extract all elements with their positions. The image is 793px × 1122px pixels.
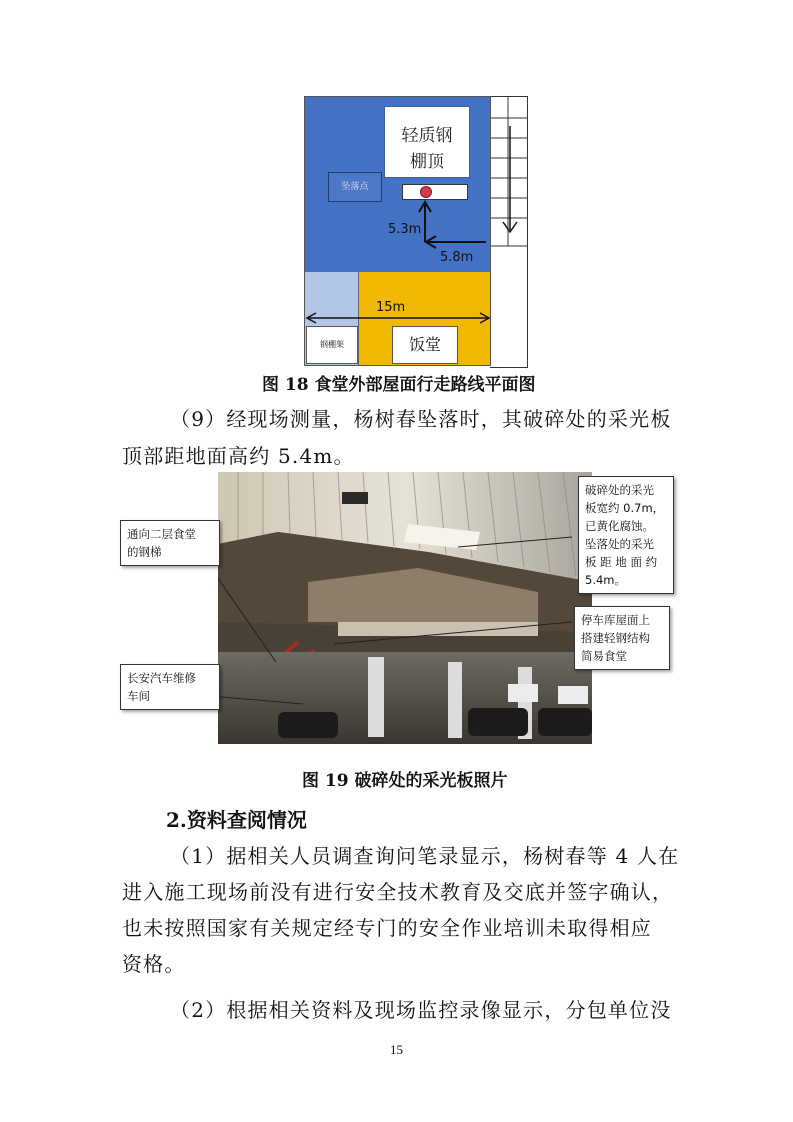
- figure19-caption: 图 19 破碎处的采光板照片: [302, 771, 508, 791]
- roof-label-line2: 棚顶: [410, 152, 444, 172]
- figure18-caption: 图 18 食堂外部屋面行走路线平面图: [262, 375, 536, 395]
- callout-simple-canteen: 停车库屋面上 搭建轻钢结构 简易食堂: [574, 606, 670, 670]
- para9-line2: 顶部距地面高约 5.4m。: [122, 444, 355, 468]
- section2-p1-line2: 进入施工现场前没有进行安全技术教育及交底并签字确认，: [122, 880, 674, 904]
- shed-label: 钢棚架: [306, 326, 358, 364]
- fall-point-label: 坠落点: [328, 172, 382, 202]
- floor-plan-figure: [304, 96, 528, 366]
- broken-skylight-photo: [218, 472, 592, 744]
- dim-vertical: 5.3m: [388, 222, 422, 237]
- section2-p1-line3: 也未按照国家有关规定经专门的安全作业培训未取得相应: [122, 916, 652, 940]
- callout-broken-skylight: 破碎处的采光 板宽约 0.7m， 已黄化腐蚀。 坠落处的采光 板 距 地 面 约 5.4m。: [578, 476, 674, 594]
- photo-illustration: [218, 472, 592, 744]
- callout-repair-workshop: 长安汽车维修 车间: [120, 664, 220, 710]
- section2-p1-line1: （1）据相关人员调查询问笔录显示，杨树春等 4 人在: [170, 844, 680, 868]
- roof-label-line1: 轻质钢: [401, 126, 453, 146]
- section2-heading: 2.资料查阅情况: [166, 808, 307, 832]
- dim-horizontal: 5.8m: [440, 250, 474, 265]
- dim-width: 15m: [376, 300, 406, 315]
- section2-p2-line1: （2）根据相关资料及现场监控录像显示，分包单位没: [170, 998, 672, 1022]
- canteen-label: 饭堂: [392, 326, 458, 364]
- para9-line1: （9）经现场测量，杨树春坠落时，其破碎处的采光板: [170, 407, 672, 431]
- callout-steel-stairs: 通向二层食堂 的钢梯: [120, 520, 220, 566]
- section2-p1-line4: 资格。: [122, 952, 186, 976]
- page-number: 15: [390, 1042, 403, 1057]
